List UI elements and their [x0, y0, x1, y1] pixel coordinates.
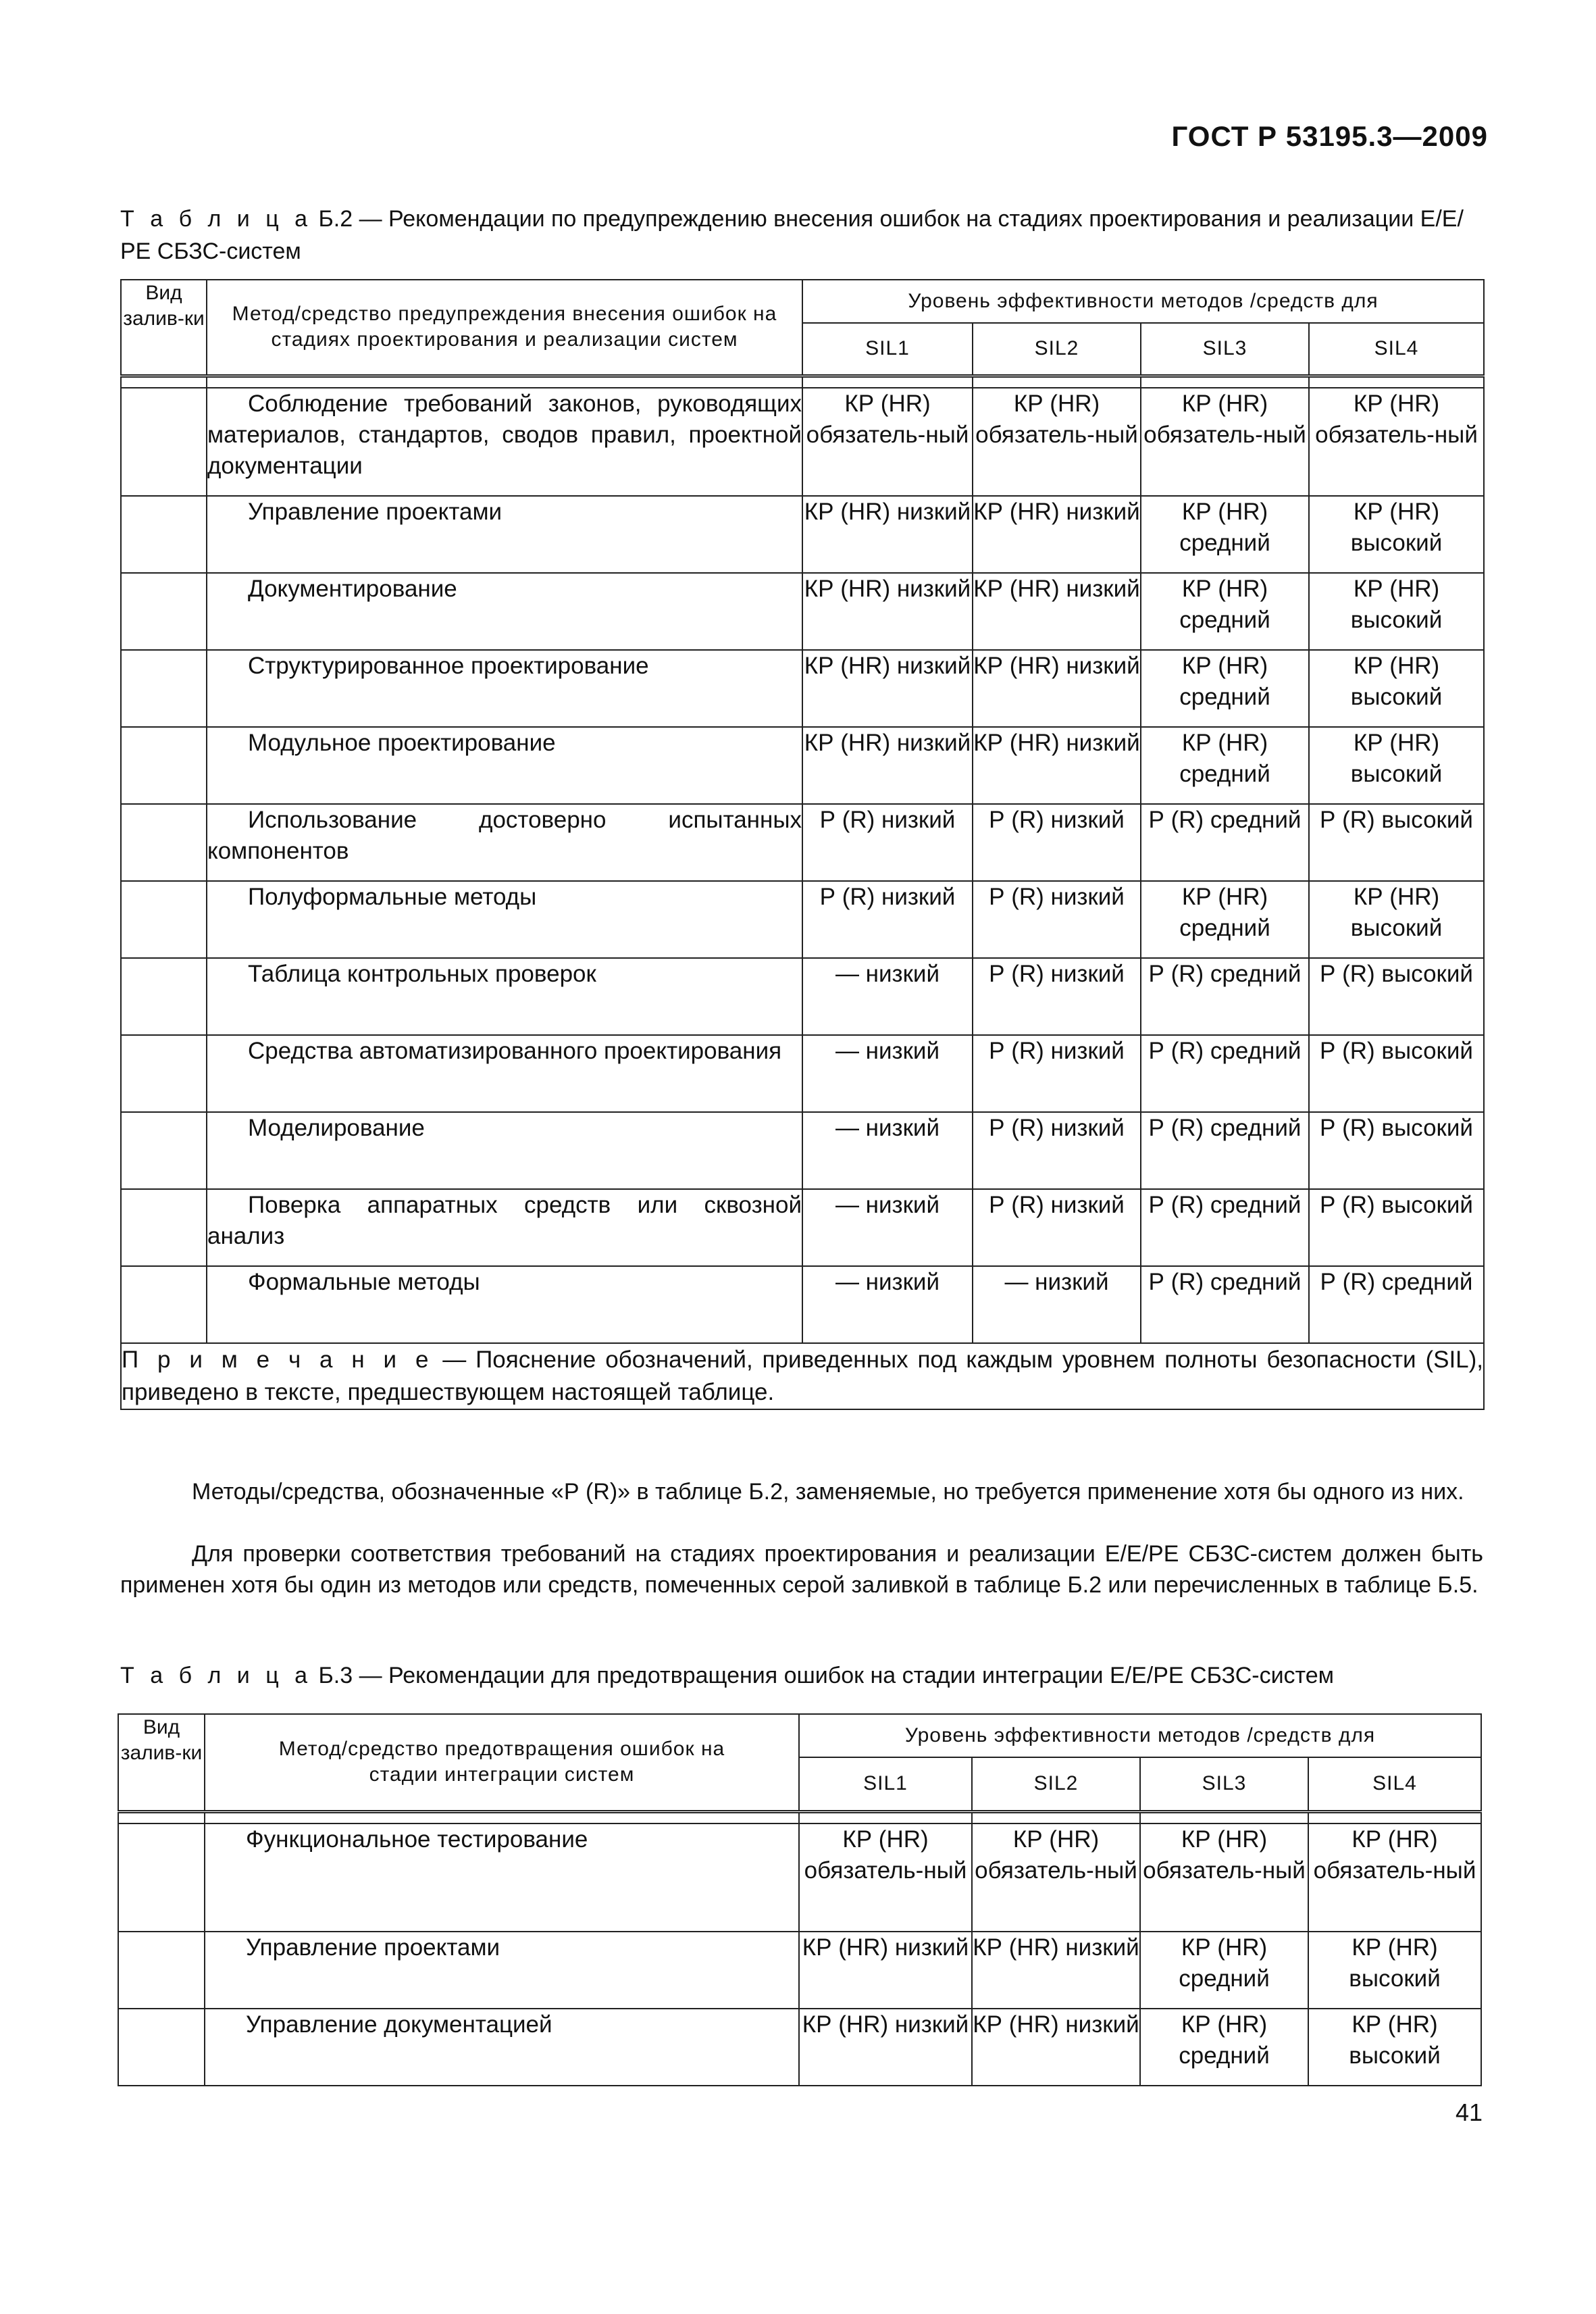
table-row [121, 881, 1484, 958]
sil4-cell: КР (HR) высокий [1309, 650, 1484, 727]
fill-cell [118, 1932, 205, 2009]
table-b2-header-level: Уровень эффективности методов /средств для [802, 280, 1484, 323]
table-row [121, 727, 1484, 804]
sil2-cell: КР (HR) низкий [973, 727, 1141, 804]
sil4-cell: КР (HR) обязатель-ный [1309, 388, 1484, 496]
sil2-cell: КР (HR) обязатель-ный [972, 1823, 1140, 1932]
method-text: Использование достоверно испытанных компонентов [207, 806, 802, 864]
sil3-cell: КР (HR) средний [1141, 496, 1309, 573]
method-cell [205, 1932, 799, 2009]
table-b2-header-sil3: SIL3 [1141, 323, 1309, 376]
sil3-cell: Р (R) средний [1141, 1189, 1309, 1266]
sil4-cell: КР (HR) высокий [1309, 727, 1484, 804]
sil4-cell: Р (R) высокий [1309, 958, 1484, 1035]
table-row [121, 573, 1484, 650]
table-b2-header-sil2: SIL2 [973, 323, 1141, 376]
method-cell [207, 1266, 802, 1343]
note-label: П р и м е ч а н и е [122, 1346, 434, 1373]
fill-cell [121, 650, 207, 727]
sil2-cell: Р (R) низкий [973, 804, 1141, 881]
paragraph-2-text: Для проверки соответствия требований на стадиях проектирования и реализации Е/Е/РЕ СБЗС-систем должен быть применен хотя бы один из методов или средств, помеченных серой заливкой в таблице Б.2 или перечисленных в таблице Б.5. [120, 1541, 1483, 1598]
document-code: ГОСТ Р 53195.3—2009 [1171, 120, 1488, 152]
sil3-cell: КР (HR) средний [1140, 2009, 1308, 2086]
sil4-cell: Р (R) высокий [1309, 1112, 1484, 1189]
table-row [121, 650, 1484, 727]
fill-cell [121, 1035, 207, 1112]
fill-cell [121, 1112, 207, 1189]
sil4-cell: КР (HR) высокий [1308, 2009, 1481, 2086]
table-row [121, 958, 1484, 1035]
table-b2-caption-label: Т а б л и ц а [120, 206, 313, 232]
fill-cell [121, 1189, 207, 1266]
method-text: Управление проектами [246, 1934, 500, 1961]
fill-cell [121, 727, 207, 804]
sil4-cell: Р (R) высокий [1309, 1035, 1484, 1112]
table-row [121, 1035, 1484, 1112]
table-note [121, 1343, 1484, 1409]
sil3-cell: КР (HR) средний [1141, 573, 1309, 650]
table-row [118, 1823, 1481, 1932]
sil3-cell: Р (R) средний [1141, 1112, 1309, 1189]
sil1-cell: КР (HR) низкий [802, 496, 973, 573]
table-b2 [120, 279, 1485, 1410]
method-text: Модульное проектирование [248, 729, 556, 756]
table-b3-header-sil2: SIL2 [972, 1757, 1140, 1811]
sil3-cell: Р (R) средний [1141, 804, 1309, 881]
sil3-cell: Р (R) средний [1141, 1266, 1309, 1343]
table-b2-caption-text: Б.2 — Рекомендации по предупреждению внесения ошибок на стадиях проектирования и реализации Е/Е/РЕ СБЗС-систем [120, 206, 1464, 264]
table-b3-caption-text: Б.3 — Рекомендации для предотвращения ошибок на стадии интеграции Е/Е/РЕ СБЗС-систем [312, 1663, 1335, 1688]
fill-cell [121, 958, 207, 1035]
table-b3-caption-label: Т а б л и ц а [120, 1663, 313, 1688]
table-b3-header-sil3: SIL3 [1140, 1757, 1308, 1811]
method-text: Таблица контрольных проверок [248, 960, 596, 987]
method-cell [207, 958, 802, 1035]
table-row [121, 804, 1484, 881]
table-b2-caption [120, 203, 1483, 268]
method-cell [207, 388, 802, 496]
table-b3-header-sil4: SIL4 [1308, 1757, 1481, 1811]
table-b3-header-fill: Вид залив-ки [118, 1714, 205, 1811]
table-row [121, 1112, 1484, 1189]
table-row [121, 388, 1484, 496]
table-b2-header-sil1: SIL1 [802, 323, 973, 376]
method-text: Поверка аппаратных средств или сквозной анализ [207, 1191, 802, 1249]
note-text: — Пояснение обозначений, приведенных под каждым уровнем полноты безопасности (SIL), приведено в тексте, предшествующем настоящей таблице. [122, 1346, 1484, 1405]
sil3-cell: Р (R) средний [1141, 958, 1309, 1035]
fill-cell [121, 573, 207, 650]
sil2-cell: Р (R) низкий [973, 1189, 1141, 1266]
sil2-cell: КР (HR) низкий [973, 650, 1141, 727]
method-cell [207, 727, 802, 804]
sil1-cell: — низкий [802, 1266, 973, 1343]
method-text: Соблюдение требований законов, руководящих материалов, стандартов, сводов правил, проектной документации [207, 390, 802, 479]
table-b3-separator [118, 1811, 1481, 1823]
sil4-cell: Р (R) высокий [1309, 1189, 1484, 1266]
sil2-cell: КР (HR) низкий [973, 573, 1141, 650]
sil1-cell: — низкий [802, 1189, 973, 1266]
sil1-cell: КР (HR) низкий [799, 1932, 972, 2009]
sil1-cell: Р (R) низкий [802, 804, 973, 881]
table-b2-header-method: Метод/средство предупреждения внесения ошибок на стадиях проектирования и реализации систем [207, 280, 802, 376]
method-text: Структурированное проектирование [248, 652, 649, 679]
method-cell [205, 2009, 799, 2086]
table-row [121, 1189, 1484, 1266]
sil1-cell: КР (HR) низкий [802, 573, 973, 650]
sil4-cell: КР (HR) высокий [1309, 881, 1484, 958]
fill-cell [121, 496, 207, 573]
sil1-cell: КР (HR) обязатель-ный [799, 1823, 972, 1932]
sil4-cell: КР (HR) обязатель-ный [1308, 1823, 1481, 1932]
fill-cell [121, 1266, 207, 1343]
method-cell [207, 1112, 802, 1189]
sil4-cell: КР (HR) высокий [1309, 496, 1484, 573]
sil2-cell: Р (R) низкий [973, 1035, 1141, 1112]
method-text: Управление проектами [248, 498, 503, 525]
method-text: Документирование [248, 575, 457, 602]
paragraph-1 [120, 1476, 1483, 1507]
paragraph-1-text: Методы/средства, обозначенные «Р (R)» в таблице Б.2, заменяемые, но требуется применение хотя бы одного из них. [192, 1479, 1464, 1505]
method-text: Функциональное тестирование [246, 1826, 588, 1853]
method-text: Формальные методы [248, 1268, 480, 1295]
sil3-cell: КР (HR) обязатель-ный [1140, 1823, 1308, 1932]
sil4-cell: Р (R) средний [1309, 1266, 1484, 1343]
fill-cell [121, 388, 207, 496]
table-b2-separator [121, 376, 1484, 388]
sil3-cell: КР (HR) средний [1140, 1932, 1308, 2009]
sil1-cell: Р (R) низкий [802, 881, 973, 958]
table-row [118, 2009, 1481, 2086]
method-cell [207, 496, 802, 573]
sil2-cell: КР (HR) обязатель-ный [973, 388, 1141, 496]
sil1-cell: — низкий [802, 958, 973, 1035]
sil2-cell: Р (R) низкий [973, 1112, 1141, 1189]
method-cell [207, 1189, 802, 1266]
sil2-cell: Р (R) низкий [973, 881, 1141, 958]
table-b3-header-sil1: SIL1 [799, 1757, 972, 1811]
table-b3-header-method: Метод/средство предотвращения ошибок на стадии интеграции систем [205, 1714, 799, 1811]
method-cell [205, 1823, 799, 1932]
sil3-cell: КР (HR) обязатель-ный [1141, 388, 1309, 496]
sil1-cell: — низкий [802, 1035, 973, 1112]
fill-cell [118, 1823, 205, 1932]
sil4-cell: КР (HR) высокий [1309, 573, 1484, 650]
fill-cell [121, 804, 207, 881]
sil4-cell: Р (R) высокий [1309, 804, 1484, 881]
table-b3-header-level: Уровень эффективности методов /средств для [799, 1714, 1481, 1757]
table-row [121, 1266, 1484, 1343]
sil1-cell: КР (HR) низкий [802, 650, 973, 727]
table-row [118, 1932, 1481, 2009]
note-row [121, 1343, 1484, 1409]
method-text: Полуформальные методы [248, 883, 537, 910]
sil2-cell: КР (HR) низкий [973, 496, 1141, 573]
sil2-cell: Р (R) низкий [973, 958, 1141, 1035]
sil3-cell: КР (HR) средний [1141, 727, 1309, 804]
table-b2-header-sil4: SIL4 [1309, 323, 1484, 376]
method-cell [207, 1035, 802, 1112]
method-cell [207, 881, 802, 958]
fill-cell [121, 881, 207, 958]
table-row [121, 496, 1484, 573]
paragraph-2 [120, 1538, 1483, 1601]
sil2-cell: КР (HR) низкий [972, 1932, 1140, 2009]
sil1-cell: КР (HR) низкий [802, 727, 973, 804]
method-cell [207, 804, 802, 881]
method-cell [207, 573, 802, 650]
sil3-cell: КР (HR) средний [1141, 881, 1309, 958]
page-number: 41 [1455, 2098, 1483, 2126]
method-text: Управление документацией [246, 2011, 552, 2038]
method-cell [207, 650, 802, 727]
sil3-cell: КР (HR) средний [1141, 650, 1309, 727]
sil4-cell: КР (HR) высокий [1308, 1932, 1481, 2009]
table-b3-caption [120, 1659, 1483, 1692]
sil2-cell: — низкий [973, 1266, 1141, 1343]
sil1-cell: — низкий [802, 1112, 973, 1189]
fill-cell [118, 2009, 205, 2086]
sil2-cell: КР (HR) низкий [972, 2009, 1140, 2086]
method-text: Моделирование [248, 1114, 425, 1141]
table-b3 [118, 1713, 1482, 2086]
method-text: Средства автоматизированного проектирования [248, 1037, 782, 1064]
sil3-cell: Р (R) средний [1141, 1035, 1309, 1112]
sil1-cell: КР (HR) обязатель-ный [802, 388, 973, 496]
table-b2-header-fill: Вид залив-ки [121, 280, 207, 376]
sil1-cell: КР (HR) низкий [799, 2009, 972, 2086]
